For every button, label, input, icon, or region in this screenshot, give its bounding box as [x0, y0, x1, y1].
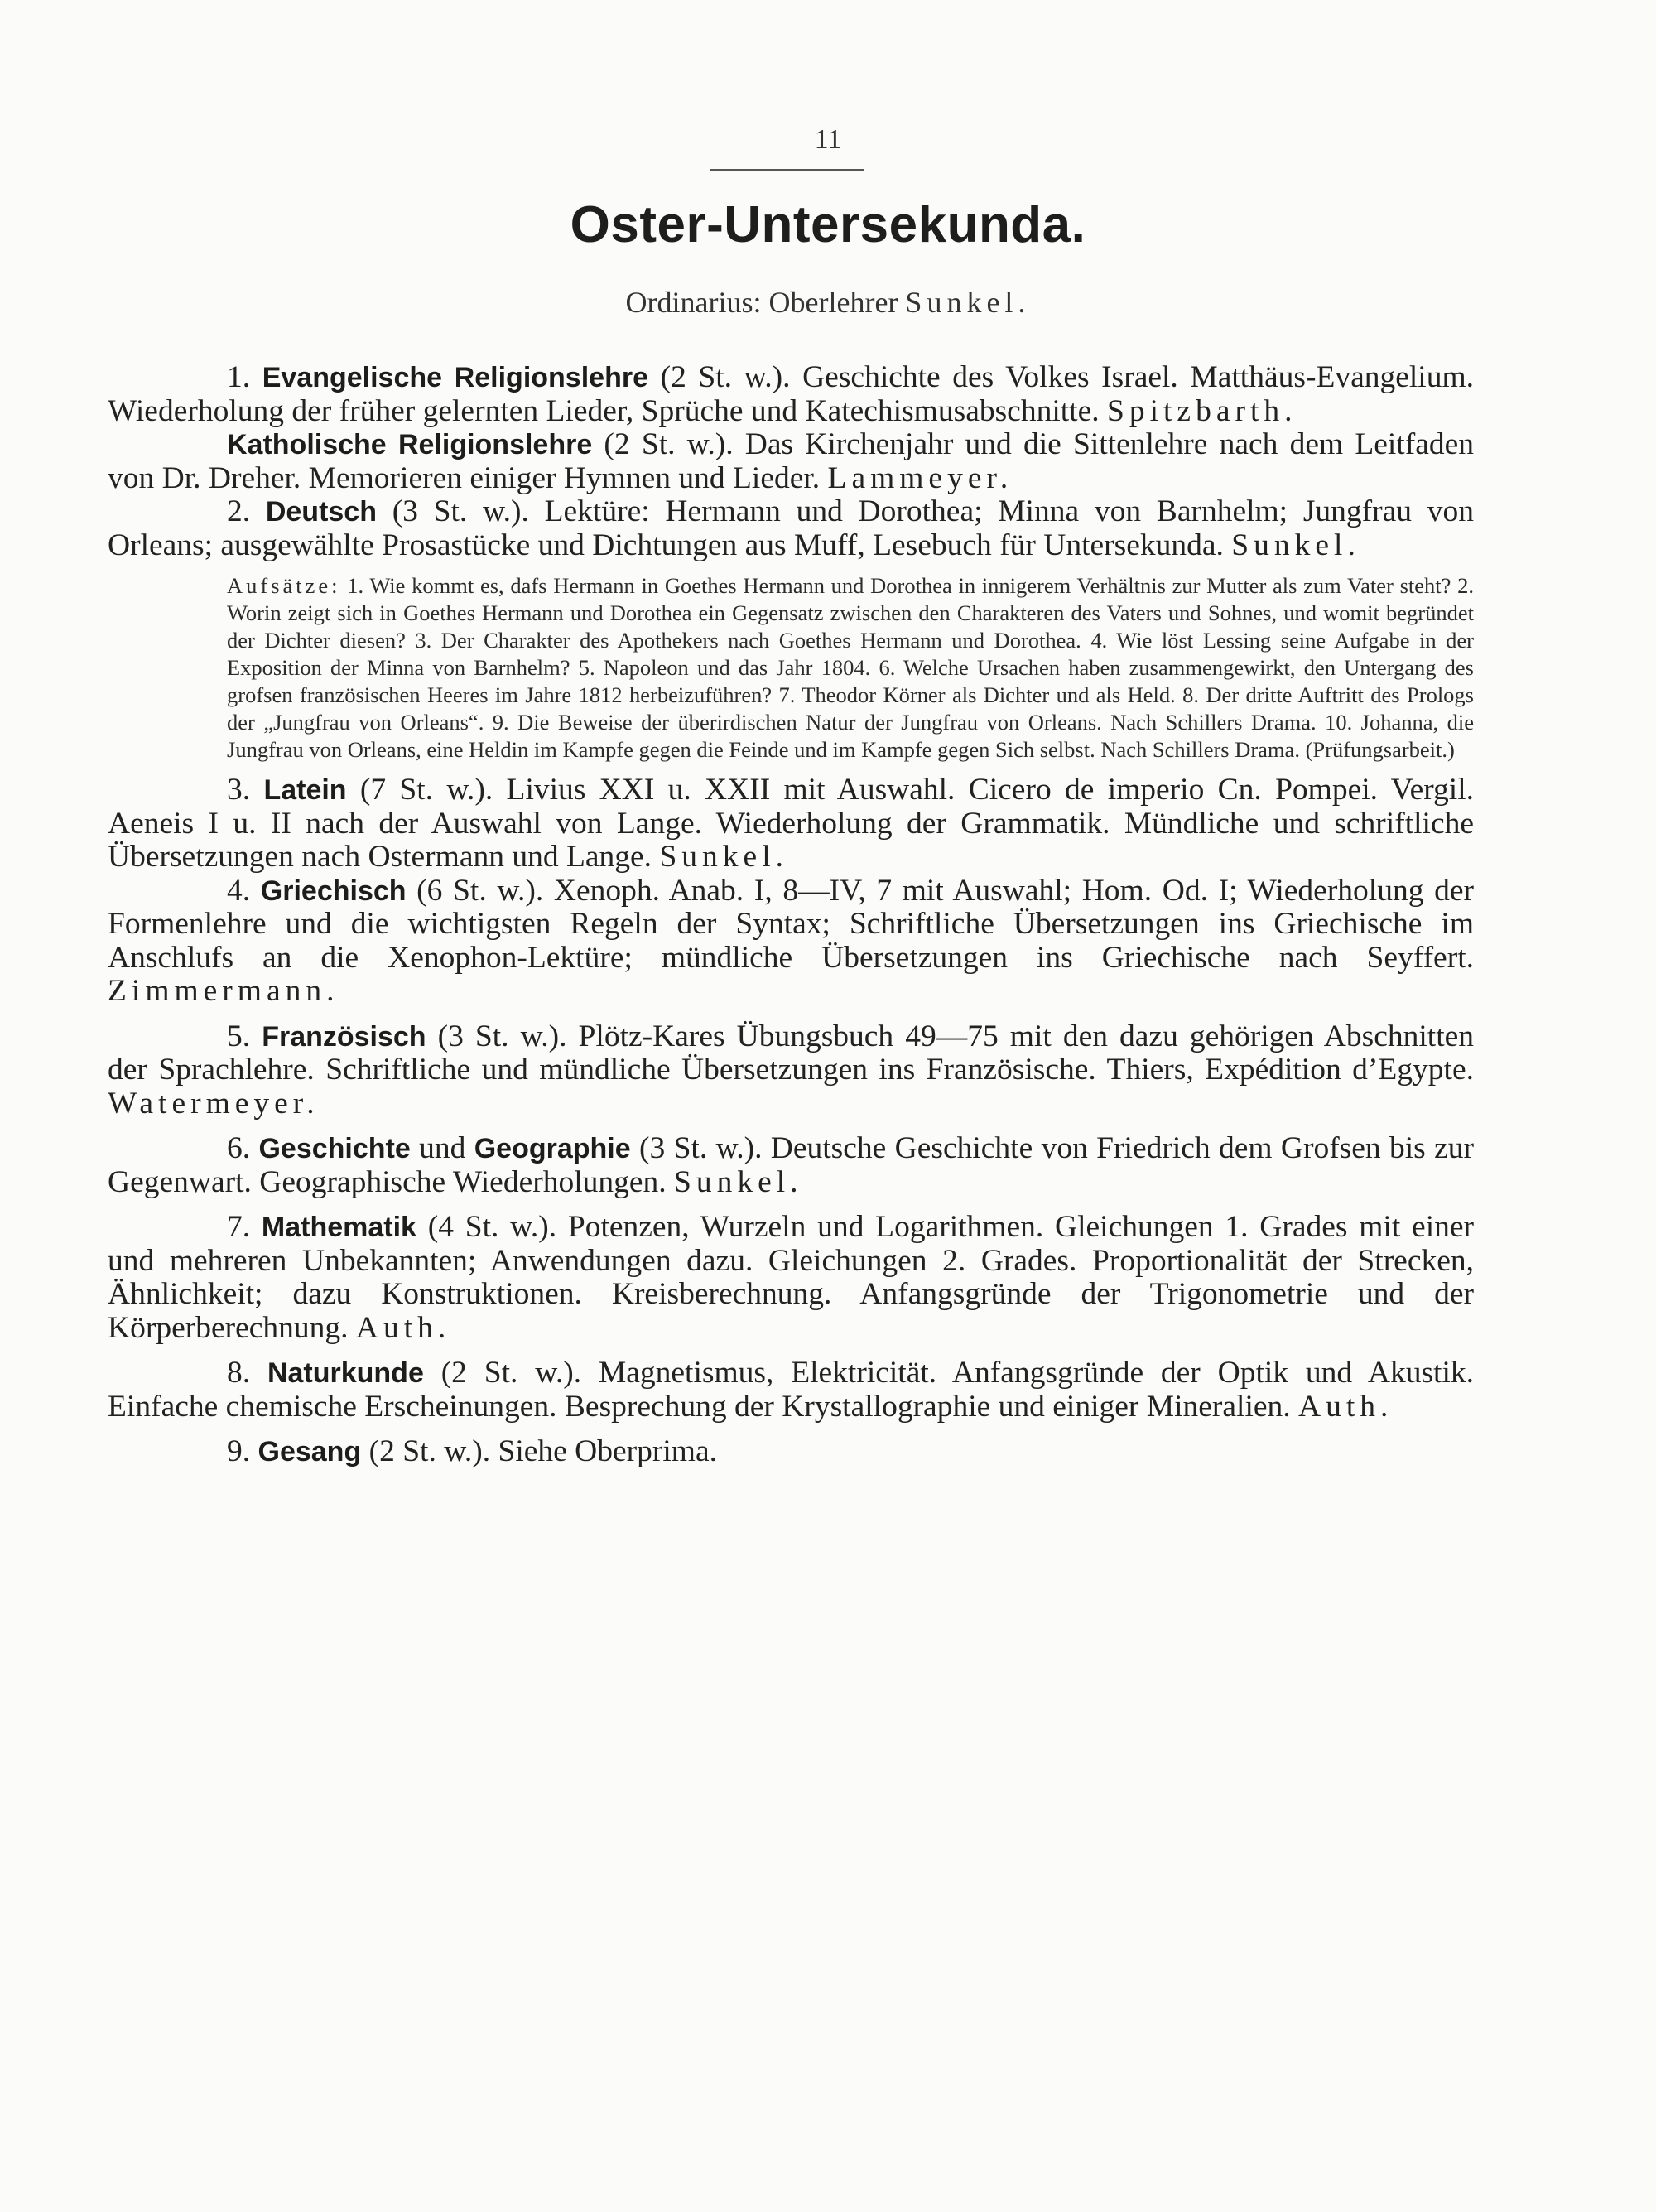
subject-entry-naturkunde — [108, 1357, 1474, 1424]
subject-text: (3 St. w.). Lektüre: Hermann und Dorothea; Minna von Barnhelm; Jungfrau von Orleans; ausgewählte Prosastücke und Dichtungen aus Muff, Lesebuch für Untersekunda. — [108, 494, 1474, 562]
subject-text: (2 St. w.). Magnetismus, Elektricität. Anfangsgründe der Optik und Akustik. Einfache chemische Erscheinungen. Besprechung der Krystallographie und einiger Mineralien. — [108, 1356, 1474, 1424]
subject-name: Mathematik — [261, 1212, 416, 1243]
subject-entry-evangelische-religion — [108, 361, 1474, 428]
subject-number: 2. — [227, 494, 251, 528]
subject-entry-latein — [108, 773, 1474, 875]
subject-entry-mathematik — [108, 1211, 1474, 1345]
subject-name: Latein — [263, 774, 347, 806]
subject-entry-katholische-religion — [108, 428, 1474, 495]
subject-entry-geschichte-geographie — [108, 1132, 1474, 1199]
subject-name: Geschichte — [258, 1133, 411, 1164]
page-number-rule — [710, 169, 864, 171]
subject-teacher: Zimmermann. — [108, 974, 339, 1008]
subject-name: Naturkunde — [267, 1357, 424, 1389]
subject-text: (4 St. w.). Potenzen, Wurzeln und Logarithmen. Gleichungen 1. Grades mit einer und mehreren Unbekannten; Anwendungen dazu. Gleichungen 2. Grades. Proportionalität der Strecken, Ähnlichkeit; dazu Konstruktionen. Kreisberechnung. Anfangsgründe der Trigonometrie und der Körperberechnung. — [108, 1210, 1474, 1345]
subject-name: Gesang — [258, 1436, 362, 1467]
subject-text: (3 St. w.). Plötz-Kares Übungsbuch 49—75 mit den dazu gehörigen Abschnitten der Sprachlehre. Schriftliche und mündliche Übersetzungen ins Französische. Thiers, Expédition d’Egypte. — [108, 1019, 1475, 1087]
ordinarius-prefix: Ordinarius: Oberlehrer — [625, 286, 906, 319]
subject-number: 7. — [227, 1210, 251, 1244]
subject-number: 6. — [227, 1131, 251, 1165]
subject-entry-deutsch — [108, 495, 1474, 562]
subject-name-second: Geographie — [474, 1133, 631, 1164]
ordinarius-name: Sunkel. — [905, 286, 1031, 319]
subject-number: 4. — [227, 873, 251, 908]
subject-teacher: Sunkel. — [659, 840, 788, 874]
subject-number: 5. — [227, 1019, 251, 1053]
subject-teacher: Lammeyer. — [827, 460, 1013, 495]
subject-name: Deutsch — [265, 496, 377, 528]
aufsaetze-block — [227, 572, 1474, 764]
page-title: Oster-Untersekunda. — [570, 196, 1086, 253]
subject-teacher: Watermeyer. — [108, 1086, 320, 1120]
subject-entry-gesang — [108, 1435, 1474, 1469]
subject-teacher: Auth. — [1298, 1389, 1394, 1424]
subject-text: (2 St. w.). Das Kirchenjahr und die Sittenlehre nach dem Leitfaden von Dr. Dreher. Memorieren einiger Hymnen und Lieder. — [108, 427, 1474, 495]
subject-teacher: Spitzbarth. — [1106, 393, 1297, 428]
subject-text: (2 St. w.). Siehe Oberprima. — [361, 1434, 717, 1468]
subject-number: 1. — [227, 360, 251, 394]
subject-text: (6 St. w.). Xenoph. Anab. I, 8—IV, 7 mit Auswahl; Hom. Od. I; Wiederholung der Formenlehre und die wichtigsten Regeln der Syntax; Schriftliche Übersetzungen ins Griechische im Anschlufs an die Xenophon-Lektüre; mündliche Übersetzungen ins Griechische nach Seyffert. — [108, 873, 1475, 975]
subject-text: (3 St. w.). Deutsche Geschichte von Friedrich dem Grofsen bis zur Gegenwart. Geographische Wiederholungen. — [108, 1131, 1474, 1199]
subject-entry-franzoesisch — [108, 1020, 1474, 1121]
subject-number: 9. — [227, 1434, 251, 1468]
subject-teacher: Sunkel. — [674, 1164, 803, 1199]
subject-connector: und — [410, 1131, 474, 1165]
aufsaetze-label: Aufsätze: — [227, 573, 341, 598]
page-number: 11 — [814, 124, 842, 155]
subject-text: (7 St. w.). Livius XXI u. XXII mit Auswahl. Cicero de imperio Cn. Pompei. Vergil. Aeneis I u. II nach der Auswahl von Lange. Wiederholung der Grammatik. Mündliche und schriftliche Übersetzungen nach Ostermann und Lange. — [108, 773, 1474, 874]
subject-name: Katholische Religionslehre — [227, 429, 593, 460]
subject-number: 8. — [227, 1356, 251, 1390]
subject-list — [108, 361, 1474, 1469]
subject-name: Französisch — [262, 1020, 426, 1053]
subject-text: (2 St. w.). Geschichte des Volkes Israel. Matthäus-Evangelium. Wiederholung der früher gelernten Lieder, Sprüche und Katechismusabschnitte. — [108, 360, 1475, 428]
subject-teacher: Sunkel. — [1231, 528, 1360, 562]
subject-number: 3. — [227, 773, 251, 807]
subject-teacher: Auth. — [355, 1310, 451, 1345]
subject-entry-griechisch — [108, 875, 1474, 1009]
subject-name: Griechisch — [260, 875, 407, 907]
ordinarius-line — [0, 285, 1656, 320]
aufsaetze-text: 1. Wie kommt es, dafs Hermann in Goethes Hermann und Dorothea in innigerem Verhältnis zur Mutter als zum Vater steht? 2. Worin zeigt sich in Goethes Hermann und Dorothea ein Gegensatz zwischen den Charakteren des Vaters und Sohnes, und womit begründet der Dichter diesen? 3. Der Charakter des Apothekers nach Goethes Hermann und Dorothea. 4. Wie löst Lessing seine Aufgabe in der Exposition der Minna von Barnhelm? 5. Napoleon und das Jahr 1804. 6. Welche Ursachen haben zusammengewirkt, den Untergang des grofsen französischen Heeres im Jahre 1812 herbeizuführen? 7. Theodor Körner als Dichter und als Held. 8. Der dritte Auftritt des Prologs der „Jungfrau von Orleans“. 9. Die Beweise der überirdischen Natur der Jungfrau von Orleans. Nach Schillers Drama. 10. Johanna, die Jungfrau von Orleans, eine Heldin im Kampfe gegen die Feinde und im Kampfe gegen Sich selbst. Nach Schillers Drama. (Prüfungsarbeit.) — [227, 573, 1474, 762]
subject-name: Evangelische Religionslehre — [262, 362, 648, 393]
